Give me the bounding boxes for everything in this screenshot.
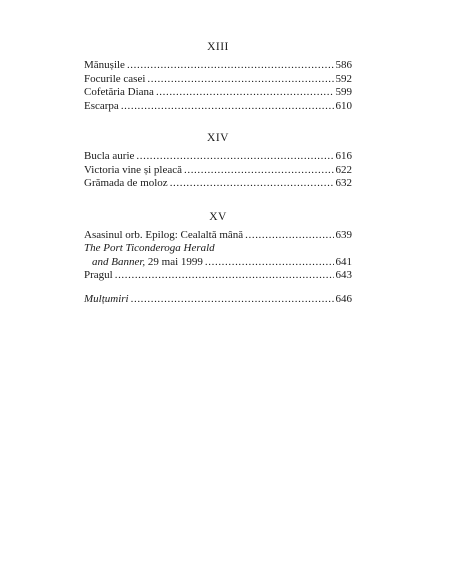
entry-page-number: 622 [335, 163, 352, 176]
entry-title-line2-italic: and Banner, [92, 255, 146, 268]
toc-entry[interactable] [84, 150, 352, 164]
toc-entry-acknowledgements[interactable] [84, 293, 352, 307]
toc-entry[interactable] [84, 177, 352, 191]
dot-leader [147, 73, 333, 87]
toc-entry[interactable] [84, 229, 352, 243]
entry-title: Mănușile [84, 59, 125, 71]
toc-entry[interactable] [84, 100, 352, 114]
entry-title: Bucla aurie [84, 150, 135, 162]
entry-page-number: 643 [335, 269, 352, 281]
section-heading: XV [209, 210, 227, 223]
section-xiii [84, 40, 352, 113]
entry-title-line1[interactable]: The Port Ticonderoga Herald [84, 242, 215, 254]
entry-page-number: 632 [335, 177, 352, 189]
entry-page-number: 599 [335, 86, 352, 98]
toc-entry[interactable] [84, 164, 352, 178]
section-xiv [84, 131, 352, 191]
toc-entry[interactable] [84, 256, 352, 270]
entry-title: Pragul [84, 269, 113, 281]
section-heading: XIII [207, 41, 229, 53]
dot-leader [121, 100, 334, 114]
dot-leader [156, 86, 334, 100]
dot-leader [184, 164, 334, 178]
section-heading: XIV [207, 132, 229, 144]
dot-leader [170, 177, 334, 191]
entry-title: Asasinul orb. Epilog: Cealaltă mână [84, 228, 244, 241]
table-of-contents [84, 40, 352, 306]
entry-title: Escarpa [84, 99, 119, 112]
entry-title: Focurile casei [84, 72, 146, 85]
entry-page-number: 610 [335, 99, 352, 112]
toc-entry[interactable] [84, 269, 352, 283]
entry-page-number: 616 [335, 150, 352, 162]
entry-title: Victoria vine și pleacă [84, 163, 182, 176]
toc-entry[interactable] [84, 73, 352, 87]
entry-title-line2 [84, 256, 203, 270]
entry-title: Cofetăria Diana [84, 86, 154, 98]
entry-title-line2-rest: 29 mai 1999 [145, 255, 203, 268]
entry-page-number: 639 [335, 228, 352, 241]
dot-leader [136, 150, 333, 164]
entry-page-number: 586 [335, 59, 352, 71]
section-xv [84, 210, 352, 283]
entry-page-number: 646 [335, 292, 352, 305]
dot-leader [127, 59, 334, 73]
entry-page-number: 592 [335, 72, 352, 85]
dot-leader [131, 293, 334, 307]
toc-entry[interactable] [84, 59, 352, 73]
dot-leader [205, 256, 334, 270]
toc-entry[interactable] [84, 86, 352, 100]
dot-leader [245, 229, 333, 243]
dot-leader [115, 269, 334, 283]
entry-title: Mulțumiri [84, 292, 129, 305]
entry-page-number: 641 [335, 255, 352, 268]
entry-title: Grămada de moloz [84, 177, 168, 189]
